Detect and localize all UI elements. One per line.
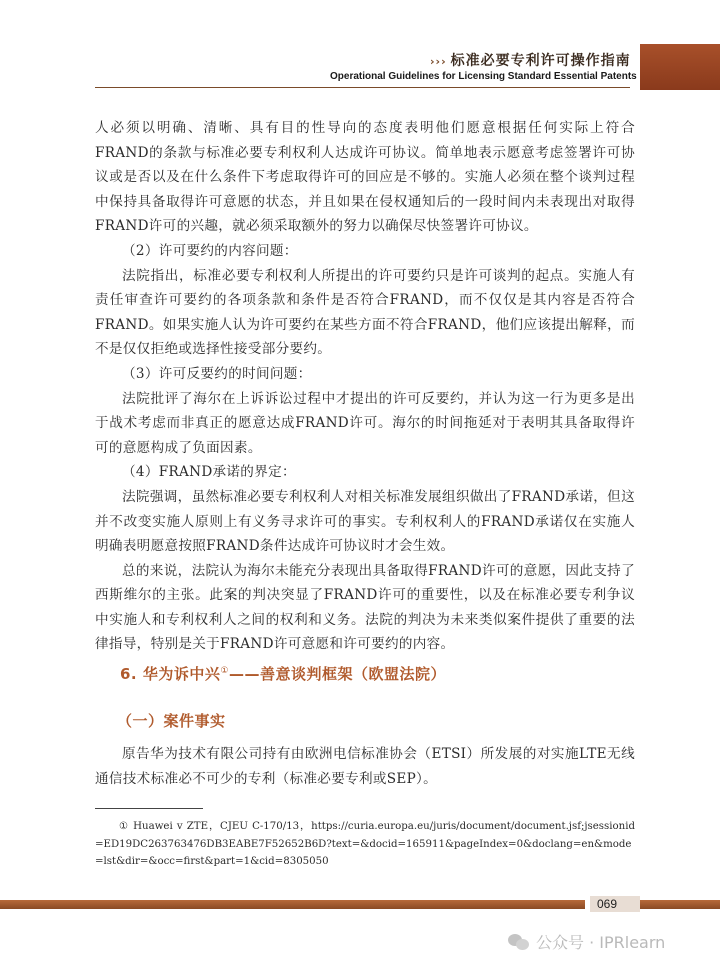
- paragraph-6-heading: （4）FRAND承诺的界定：: [122, 464, 296, 481]
- watermark-text: 公众号 · IPRlearn: [536, 933, 666, 952]
- wechat-icon: [508, 933, 530, 951]
- footnote: ① Huawei v ZTE，CJEU C-170/13，https://curia.europa.eu/juris/document/document.jsf;jsessionid=ED19DC263763476DB3EABE7F52652B6D?text=&docid=165911&pageIndex=0&doclang=en&mode=lst&dir=&occ=first&part=1&cid=8305050: [95, 821, 635, 867]
- section-6-heading: [120, 663, 446, 684]
- paragraph-3: 法院指出，标准必要专利权利人所提出的许可要约只是许可谈判的起点。实施人有责任审查许可要约的各项条款和条件是否符合FRAND，而不仅仅是其内容是否符合FRAND。如果实施人认为许可要约在某些方面不符合FRAND，他们应该提出解释，而不是仅仅拒绝或选择性接受部分要约。: [95, 267, 635, 358]
- paragraph-final: 原告华为技术有限公司持有由欧洲电信标准协会（ETSI）所发展的对实施LTE无线通信技术标准必不可少的专利（标准必要专利或SEP）。: [95, 746, 635, 787]
- header-title: [430, 50, 631, 70]
- footer-band-right: [640, 900, 720, 909]
- section-6-prefix: 6. 华为诉中兴: [120, 665, 221, 683]
- chevrons-icon: ›››: [430, 55, 447, 68]
- paragraph-5: 法院批评了海尔在上诉诉讼过程中才提出的许可反要约，并认为这一行为更多是出于战术考虑而非真正的愿意达成FRAND许可。海尔的时间拖延对于表明其具备取得许可的意愿构成了负面因素。: [95, 390, 635, 456]
- section-6-suffix: ——善意谈判框架（欧盟法院）: [228, 665, 446, 683]
- watermark: [508, 930, 665, 953]
- header-color-block: [640, 44, 720, 90]
- paragraph-2-heading: （2）许可要约的内容问题：: [122, 242, 298, 259]
- page-number: 069: [597, 897, 618, 911]
- header-rule: [95, 87, 630, 88]
- header-title-cn: 标准必要专利许可操作指南: [450, 53, 631, 69]
- paragraph-4-heading: （3）许可反要约的时间问题：: [122, 365, 312, 382]
- footer-band: [0, 900, 585, 909]
- footnote-ref[interactable]: ①: [220, 666, 229, 676]
- paragraph-8: 总的来说，法院认为海尔未能充分表现出具备取得FRAND许可的意愿，因此支持了西斯维尔的主张。此案的判决突显了FRAND许可的重要性，以及在标准必要专利争议中实施人和专利权利人之间的权利和义务。法院的判决为未来类似案件提供了重要的法律指导，特别是关于FRAND许可意愿和许可要约的内容。: [95, 562, 635, 653]
- footnote-rule: [95, 808, 203, 809]
- paragraph-7: 法院强调，虽然标准必要专利权利人对相关标准发展组织做出了FRAND承诺，但这并不改变实施人原则上有义务寻求许可的事实。专利权利人的FRAND承诺仅在实施人明确表明愿意按照FRAND条件达成许可协议时才会生效。: [95, 488, 635, 555]
- header-title-en: Operational Guidelines for Licensing Standard Essential Patents: [330, 71, 637, 82]
- body-text: [95, 116, 635, 657]
- body-text-2: [95, 742, 635, 791]
- paragraph-1: 人必须以明确、清晰、具有目的性导向的态度表明他们愿意根据任何实际上符合FRAND的条款与标准必要专利权利人达成许可协议。简单地表示愿意考虑签署许可协议或是否以及在什么条件下考虑取得许可的回应是不够的。实施人必须在整个谈判过程中保持具备取得许可意愿的状态，并且如果在侵权通知后的一段时间内未表现出对取得FRAND许可的兴趣，就必须采取额外的努力以确保尽快签署许可协议。: [95, 120, 635, 235]
- page-header: [0, 0, 720, 92]
- subsection-heading: （一）案件事实: [117, 712, 226, 730]
